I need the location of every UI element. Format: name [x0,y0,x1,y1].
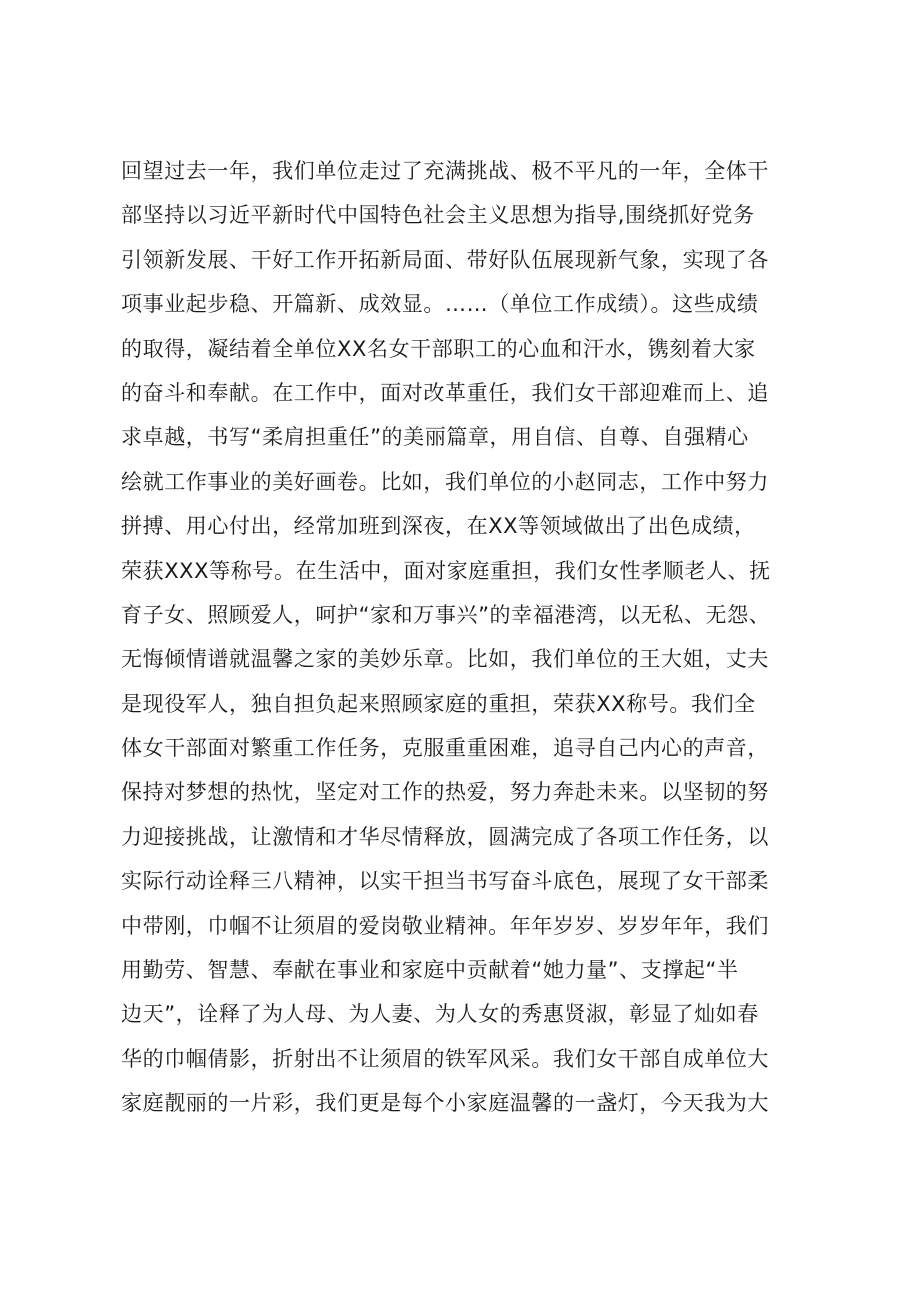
text-line: 力迎接挑战，让激情和才华尽情释放，圆满完成了各项工作任务，以 [121,824,769,849]
text-line: 保持对梦想的热忱，坚定对工作的热爱，努力奔赴未来。以坚韧的努 [121,780,769,805]
text-line: 是现役军人，独自担负起来照顾家庭的重担，荣获XX称号。我们全 [121,691,756,716]
text-line: 绘就工作事业的美好画卷。比如，我们单位的小赵同志，工作中努力 [121,469,769,494]
text-line: 体女干部面对繁重工作任务，克服重重困难，追寻自己内心的声音， [121,736,769,761]
text-line: 中带刚，巾帼不让须眉的爱岗敬业精神。年年岁岁、岁岁年年，我们 [121,913,769,938]
text-line: 部坚持以习近平新时代中国特色社会主义思想为指导,围绕抓好党务 [121,203,755,228]
text-line: 的取得，凝结着全单位XX名女干部职工的心血和汗水，镌刻着大家 [121,336,756,361]
text-line: 引领新发展、干好工作开拓新局面、带好队伍展现新气象，实现了各 [121,247,769,272]
text-line: 无悔倾情谱就温馨之家的美妙乐章。比如，我们单位的王大姐，丈夫 [121,647,769,672]
text-line: 用勤劳、智慧、奉献在事业和家庭中贡献着“她力量”、支撑起“半 [121,958,739,983]
body-paragraph [121,149,821,1126]
text-line: 实际行动诠释三八精神，以实干担当书写奋斗底色，展现了女干部柔 [121,869,769,894]
text-line: 育子女、照顾爱人，呵护“家和万事兴”的幸福港湾，以无私、无怨、 [121,602,771,627]
text-line: 家庭靓丽的一片彩，我们更是每个小家庭温馨的一盏灯，今天我为大 [121,1091,769,1116]
text-line: 拼搏、用心付出，经常加班到深夜，在XX等领域做出了出色成绩， [121,514,756,539]
text-line: 华的巾帼倩影，折射出不让须眉的铁军风采。我们女干部自成单位大 [121,1046,769,1071]
text-line: 求卓越，书写“柔肩担重任”的美丽篇章，用自信、自尊、自强精心 [121,425,749,450]
text-line: 回望过去一年，我们单位走过了充满挑战、极不平凡的一年，全体干 [121,159,769,183]
text-line: 项事业起步稳、开篇新、成效显。……（单位工作成绩）。这些成绩 [121,292,759,317]
text-line: 边天”，诠释了为人母、为人妻、为人女的秀惠贤淑，彰显了灿如春 [121,1002,759,1027]
text-line: 荣获XXX等称号。在生活中，面对家庭重担，我们女性孝顺老人、抚 [121,558,771,583]
text-line: 的奋斗和奉献。在工作中，面对改革重任，我们女干部迎难而上、追 [121,380,769,405]
